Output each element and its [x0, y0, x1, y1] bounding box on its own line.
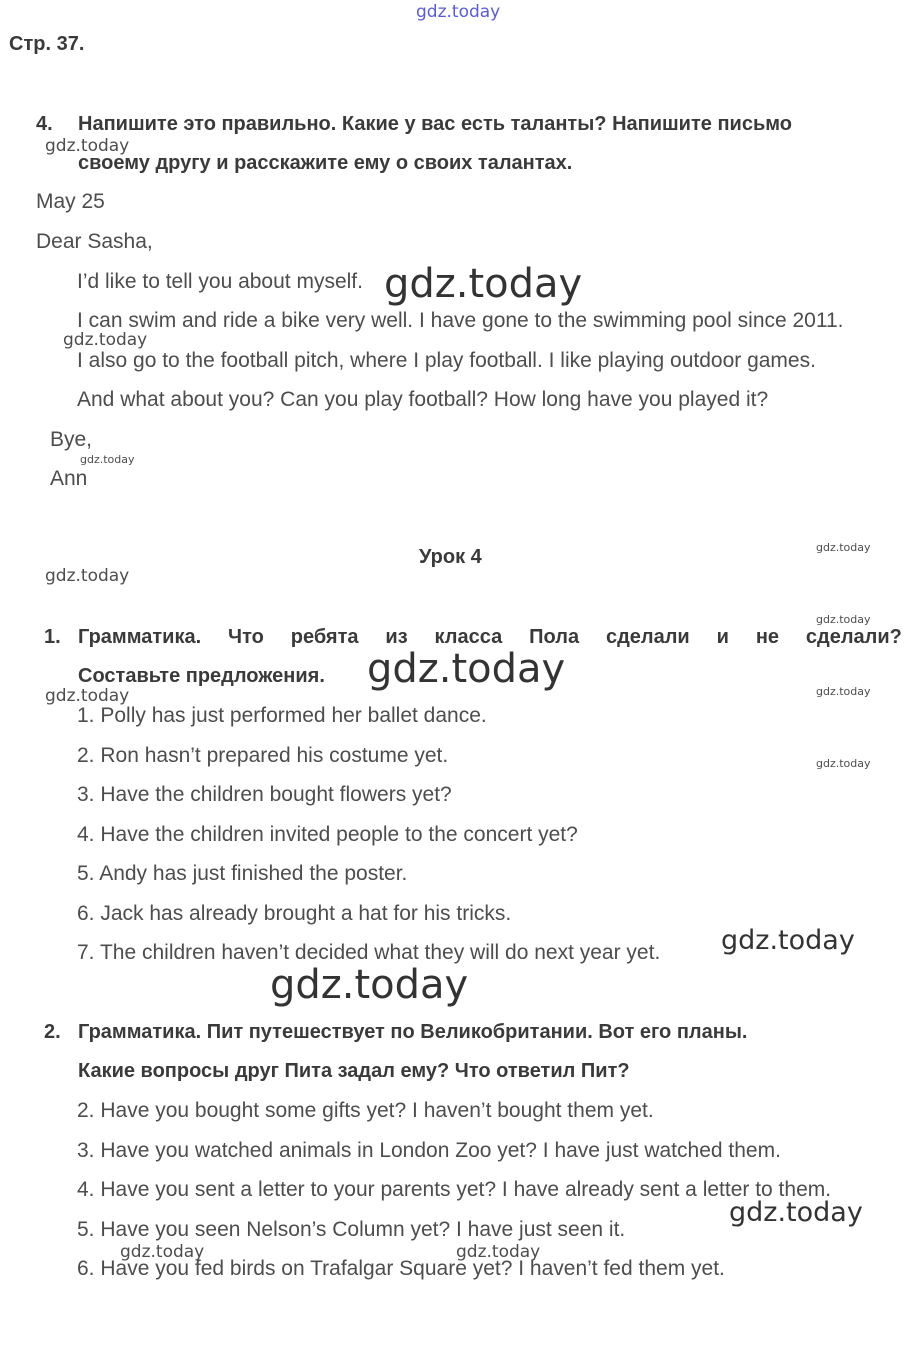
exercise-1-item: 4. Have the children invited people to the concert yet?	[77, 823, 578, 846]
letter-line: And what about you? Can you play football? How long have you played it?	[77, 388, 769, 411]
watermark: gdz.today	[816, 757, 871, 770]
instruction-word: сделали?	[805, 626, 902, 648]
letter-signature: Ann	[50, 467, 88, 490]
letter-line: I’d like to tell you about myself.	[77, 270, 363, 293]
exercise-1-item: 7. The children haven’t decided what they will do next year yet.	[77, 941, 661, 964]
watermark: gdz.today	[120, 1242, 205, 1262]
instruction-word: не	[755, 626, 780, 648]
letter-date: May 25	[36, 190, 105, 213]
exercise-1-item: 3. Have the children bought flowers yet?	[77, 783, 452, 806]
instruction-word: сделали	[605, 626, 690, 648]
exercise-1-item: 1. Polly has just performed her ballet dance.	[77, 704, 487, 727]
watermark: gdz.today	[456, 1242, 541, 1262]
exercise-2-instruction-line1: Грамматика. Пит путешествует по Великобритании. Вот его планы.	[78, 1021, 748, 1043]
exercise-2-item: 5. Have you seen Nelson’s Column yet? I have just seen it.	[77, 1218, 626, 1241]
instruction-word: класса	[434, 626, 503, 648]
exercise-2-item: 4. Have you sent a letter to your parents yet? I have already sent a letter to them.	[77, 1178, 832, 1201]
letter-line: I also go to the football pitch, where I play football. I like playing outdoor games.	[77, 349, 816, 372]
instruction-word: ребята	[290, 626, 359, 648]
letter-line: I can swim and ride a bike very well. I have gone to the swimming pool since 2011.	[77, 309, 844, 332]
watermark: gdz.today	[384, 261, 583, 307]
exercise-1-number: 1.	[44, 626, 61, 648]
instruction-word: из	[385, 626, 408, 648]
exercise-2-item: 3. Have you watched animals in London Zoo yet? I have just watched them.	[77, 1139, 781, 1162]
task-4-number: 4.	[36, 113, 53, 135]
top-watermark: gdz.today	[416, 2, 501, 22]
exercise-2-instruction-line2: Какие вопросы друг Пита задал ему? Что ответил Пит?	[78, 1060, 630, 1082]
page-number-header: Стр. 37.	[9, 33, 85, 55]
watermark: gdz.today	[80, 453, 135, 466]
lesson-title: Урок 4	[419, 546, 482, 568]
exercise-1-item: 2. Ron hasn’t prepared his costume yet.	[77, 744, 449, 767]
watermark: gdz.today	[816, 541, 871, 554]
exercise-1-item: 5. Andy has just finished the poster.	[77, 862, 408, 885]
task-4-instruction-line2: своему другу и расскажите ему о своих талантах.	[78, 152, 573, 174]
letter-greeting: Dear Sasha,	[36, 230, 153, 253]
exercise-2-number: 2.	[44, 1021, 61, 1043]
watermark: gdz.today	[45, 566, 130, 586]
instruction-word: Грамматика.	[78, 626, 202, 648]
watermark: gdz.today	[45, 136, 130, 156]
watermark: gdz.today	[729, 1197, 863, 1228]
exercise-1-item: 6. Jack has already brought a hat for his tricks.	[77, 902, 512, 925]
exercise-1-instruction-line2: Составьте предложения.	[78, 665, 325, 687]
watermark: gdz.today	[270, 962, 469, 1008]
exercise-2-item: 2. Have you bought some gifts yet? I haven’t bought them yet.	[77, 1099, 654, 1122]
watermark: gdz.today	[721, 925, 855, 956]
exercise-2-item: 6. Have you fed birds on Trafalgar Square yet? I haven’t fed them yet.	[77, 1257, 725, 1280]
watermark: gdz.today	[45, 686, 130, 706]
instruction-word: Пола	[529, 626, 580, 648]
task-4-instruction-line1: Напишите это правильно. Какие у вас есть таланты? Напишите письмо	[78, 113, 792, 135]
watermark: gdz.today	[63, 330, 148, 350]
instruction-word: и	[716, 626, 729, 648]
watermark: gdz.today	[816, 613, 871, 626]
instruction-word: Что	[228, 626, 264, 648]
watermark: gdz.today	[367, 646, 566, 692]
letter-closing: Bye,	[50, 428, 93, 451]
watermark: gdz.today	[816, 685, 871, 698]
